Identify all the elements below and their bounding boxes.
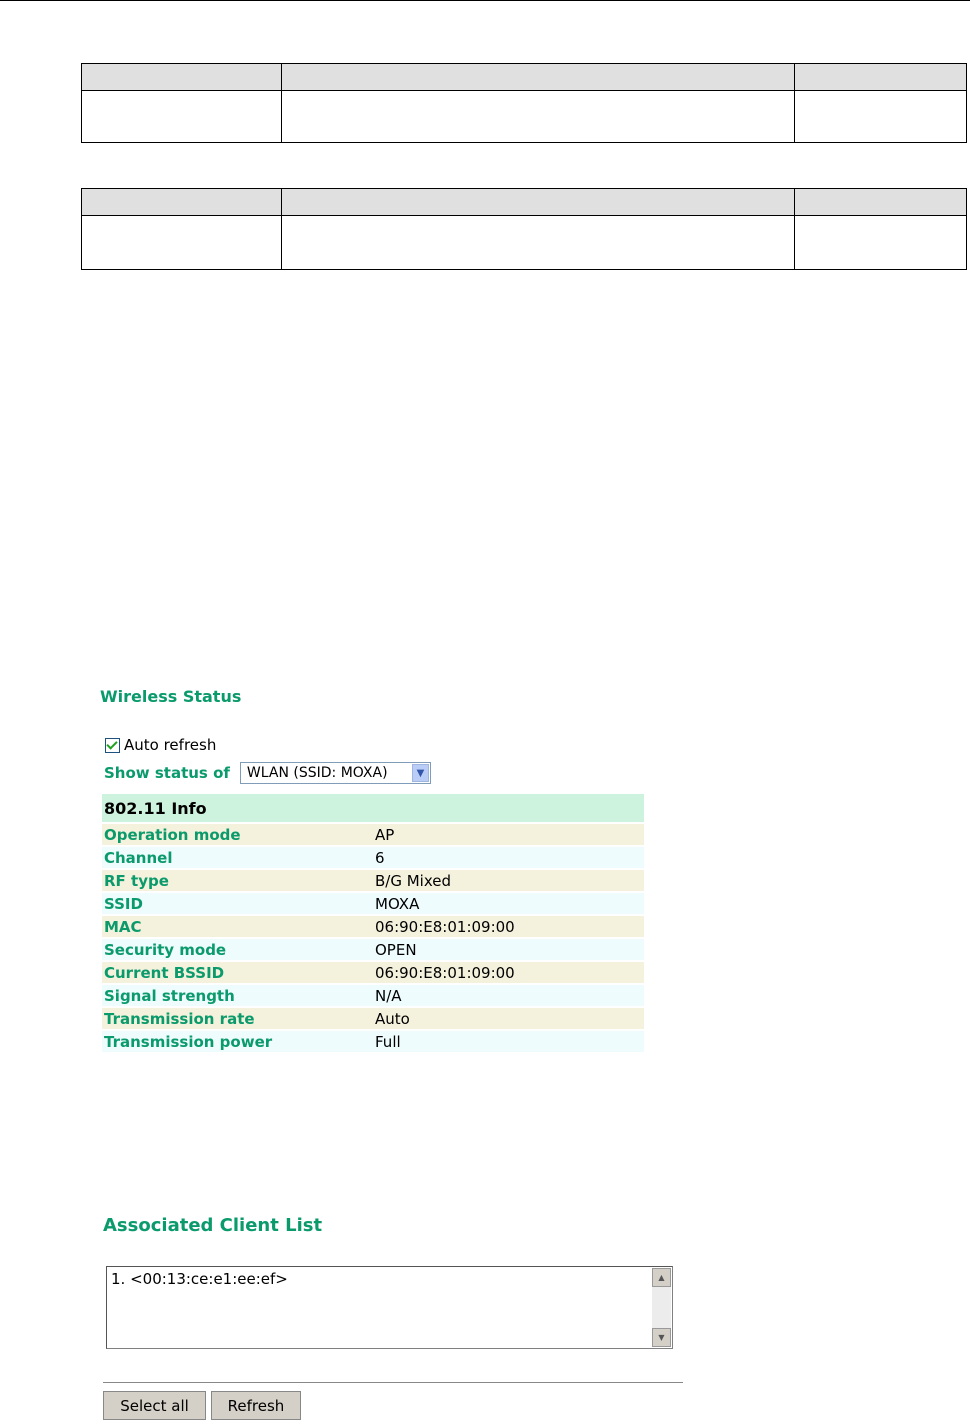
row-value: Auto xyxy=(373,1008,644,1029)
client-list-title: Associated Client List xyxy=(103,1215,323,1236)
empty-table-1 xyxy=(81,63,967,143)
row-key: Signal strength xyxy=(102,985,373,1006)
table-row xyxy=(102,893,644,914)
table-row xyxy=(82,216,967,270)
select-all-button[interactable]: Select all xyxy=(103,1391,206,1420)
row-key: Operation mode xyxy=(102,824,373,845)
show-status-select[interactable] xyxy=(240,762,431,784)
row-key: Current BSSID xyxy=(102,962,373,983)
row-key: Transmission rate xyxy=(102,1008,373,1029)
section-title: 802.11 Info xyxy=(102,794,644,822)
row-value: B/G Mixed xyxy=(373,870,644,891)
auto-refresh-control[interactable] xyxy=(105,735,216,755)
client-list-scrollbar[interactable] xyxy=(652,1268,671,1347)
row-value: OPEN xyxy=(373,939,644,960)
table-row xyxy=(102,916,644,937)
row-key: Security mode xyxy=(102,939,373,960)
table-row xyxy=(102,939,644,960)
row-value: 06:90:E8:01:09:00 xyxy=(373,916,644,937)
row-value: N/A xyxy=(373,985,644,1006)
row-key: RF type xyxy=(102,870,373,891)
auto-refresh-checkbox[interactable] xyxy=(105,738,120,753)
row-key: MAC xyxy=(102,916,373,937)
row-key: SSID xyxy=(102,893,373,914)
table-row xyxy=(82,91,967,143)
row-key: Transmission power xyxy=(102,1031,373,1052)
row-value: 06:90:E8:01:09:00 xyxy=(373,962,644,983)
wireless-status-title: Wireless Status xyxy=(100,687,242,706)
table-header-row xyxy=(82,64,967,91)
table-row xyxy=(102,962,644,983)
table-row xyxy=(102,985,644,1006)
row-key: Channel xyxy=(102,847,373,868)
page-top-rule xyxy=(0,0,970,1)
scroll-up-icon[interactable]: ▲ xyxy=(652,1268,671,1287)
show-status-row xyxy=(104,761,431,785)
row-value: AP xyxy=(373,824,644,845)
client-list-box[interactable] xyxy=(106,1266,673,1349)
wireless-info-table xyxy=(102,792,644,1054)
table-row xyxy=(102,847,644,868)
auto-refresh-label: Auto refresh xyxy=(124,736,217,754)
show-status-value: WLAN (SSID: MOXA) xyxy=(246,765,388,781)
table-row xyxy=(102,824,644,845)
chevron-down-icon[interactable]: ▼ xyxy=(412,764,429,782)
table-row xyxy=(102,870,644,891)
refresh-button[interactable]: Refresh xyxy=(211,1391,301,1420)
scroll-down-icon[interactable]: ▼ xyxy=(652,1328,671,1347)
table-row xyxy=(102,1008,644,1029)
divider xyxy=(103,1382,683,1383)
row-value: MOXA xyxy=(373,893,644,914)
row-value: Full xyxy=(373,1031,644,1052)
table-row xyxy=(102,1031,644,1052)
row-value: 6 xyxy=(373,847,644,868)
empty-table-2 xyxy=(81,188,967,270)
table-header-row xyxy=(82,189,967,216)
list-item[interactable]: 1. <00:13:ce:e1:ee:ef> xyxy=(111,1270,288,1288)
section-header-row xyxy=(102,794,644,822)
show-status-label: Show status of xyxy=(104,764,230,782)
